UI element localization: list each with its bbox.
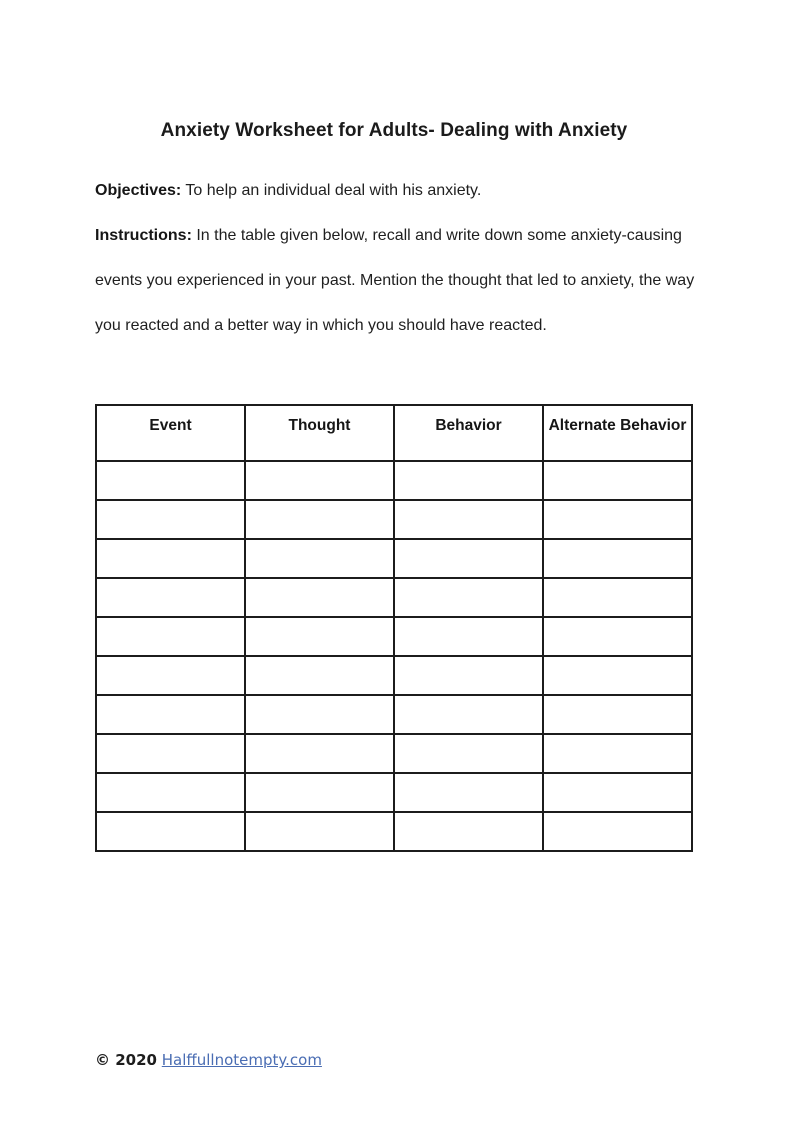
- table-cell: [245, 656, 394, 695]
- table-cell: [96, 656, 245, 695]
- table-cell: [394, 578, 543, 617]
- table-cell: [96, 539, 245, 578]
- table-cell: [543, 773, 692, 812]
- table-cell: [543, 812, 692, 851]
- table-cell: [96, 773, 245, 812]
- table-cell: [245, 695, 394, 734]
- table-cell: [96, 461, 245, 500]
- table-cell: [245, 773, 394, 812]
- table-cell: [96, 500, 245, 539]
- table-row: [96, 695, 692, 734]
- footer: [95, 1051, 322, 1069]
- objectives-text: To help an individual deal with his anxiety.: [185, 182, 482, 199]
- table-cell: [543, 500, 692, 539]
- table-cell: [543, 461, 692, 500]
- table-cell: [245, 617, 394, 656]
- column-header-event: Event: [96, 405, 245, 461]
- table-cell: [96, 695, 245, 734]
- table-cell: [394, 812, 543, 851]
- table-cell: [394, 773, 543, 812]
- table-cell: [394, 500, 543, 539]
- instructions-paragraph: [95, 213, 695, 348]
- anxiety-worksheet-table: [95, 404, 693, 852]
- table-cell: [245, 578, 394, 617]
- copyright-text: © 2020: [95, 1051, 157, 1069]
- table-row: [96, 578, 692, 617]
- table-cell: [245, 461, 394, 500]
- table-cell: [543, 539, 692, 578]
- table-cell: [543, 695, 692, 734]
- instructions-text: In the table given below, recall and write down some anxiety-causing events you experienced in your past. Mention the thought that led to anxiety, the way you reacted and a better way in which you should have reacted.: [95, 227, 695, 334]
- table-cell: [96, 812, 245, 851]
- table-cell: [96, 734, 245, 773]
- table-cell: [394, 734, 543, 773]
- table-row: [96, 812, 692, 851]
- table-cell: [394, 539, 543, 578]
- table-cell: [394, 461, 543, 500]
- table-row: [96, 773, 692, 812]
- objectives-label: Objectives:: [95, 182, 182, 199]
- column-header-thought: Thought: [245, 405, 394, 461]
- table-row: [96, 539, 692, 578]
- table-cell: [543, 578, 692, 617]
- table-cell: [394, 695, 543, 734]
- table-cell: [543, 734, 692, 773]
- column-header-behavior: Behavior: [394, 405, 543, 461]
- table-cell: [543, 656, 692, 695]
- table-header-row: [96, 405, 692, 461]
- table-cell: [394, 656, 543, 695]
- table-cell: [245, 812, 394, 851]
- table-cell: [245, 500, 394, 539]
- table-row: [96, 500, 692, 539]
- table-row: [96, 656, 692, 695]
- page-title: Anxiety Worksheet for Adults- Dealing with Anxiety: [160, 120, 628, 141]
- table-cell: [96, 617, 245, 656]
- table-cell: [394, 617, 543, 656]
- column-header-alternate-behavior: Alternate Behavior: [543, 405, 692, 461]
- table-body: [96, 461, 692, 851]
- table-row: [96, 734, 692, 773]
- table-cell: [245, 539, 394, 578]
- table-cell: [96, 578, 245, 617]
- objectives-paragraph: [95, 168, 695, 213]
- table-cell: [543, 617, 692, 656]
- table-row: [96, 617, 692, 656]
- footer-link[interactable]: Halffullnotempty.com: [161, 1051, 322, 1069]
- table-row: [96, 461, 692, 500]
- table-cell: [245, 734, 394, 773]
- instructions-label: Instructions:: [95, 227, 192, 244]
